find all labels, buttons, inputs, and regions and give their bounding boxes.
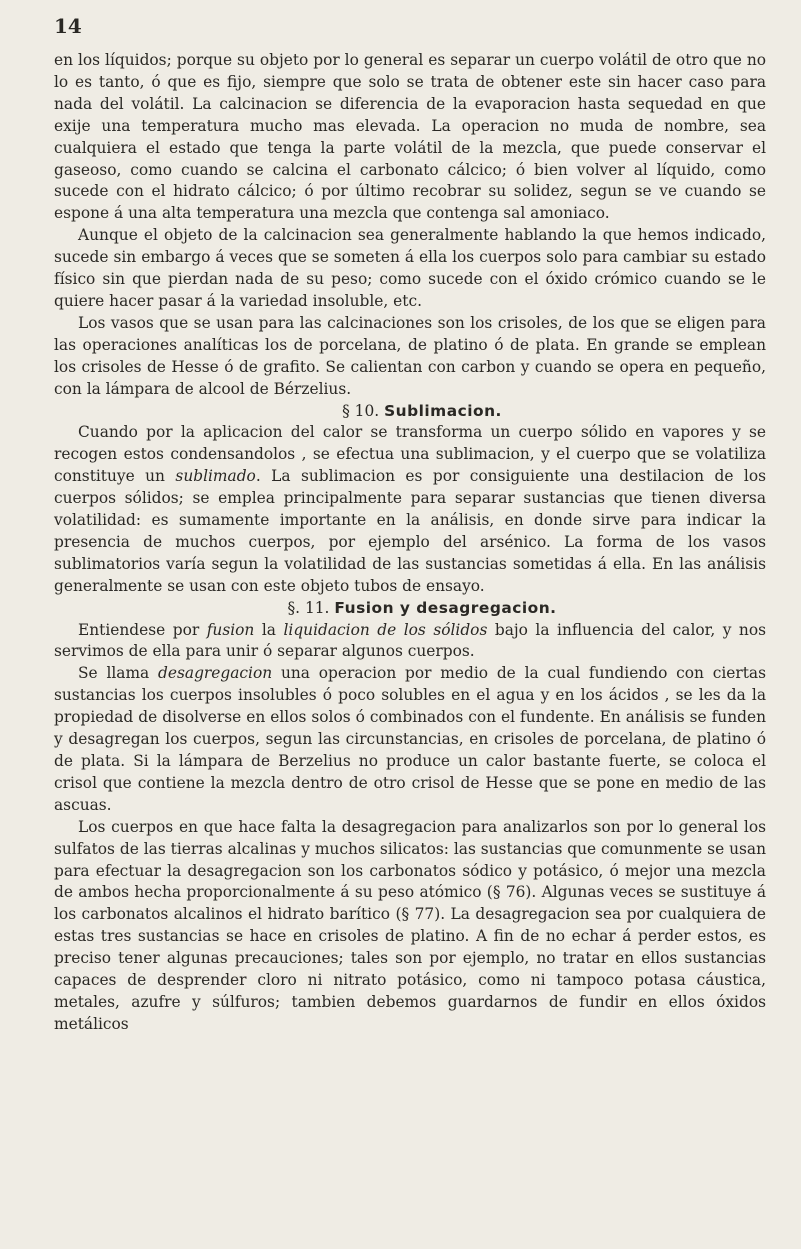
section-number: §. 11.	[287, 598, 330, 617]
paragraph-desagregacion-cuerpos: Los cuerpos en que hace falta la desagregacion para analizarlos son por lo general los sulfatos de las tierras alcalinas y muchos silicatos: las sustancias que comunmente se usan para efectuar la desagregacion son los carbonatos sódico y potásico, ó mejor una mezcla de ambos hecha proporcionalmente á su peso atómico (§ 76). Algunas veces se sustituye á los carbonatos alcalinos el hidrato barítico (§ 77). La desagregacion sea por cualquiera de estas tres sustancias se hace en crisoles de platino. A fin de no echar á perder estos, es preciso tener algunas precauciones; tales son por ejemplo, no tratar en ellos sustancias capaces de desprender cloro ni nitrato potásico, como ni tampoco potasa cáustica, metales, azufre y súlfuros; tambien debemos guardarnos de fundir en ellos óxidos metálicos	[54, 817, 766, 1033]
text-span: una operacion por medio de la cual fundiendo con ciertas sustancias los cuerpos insolubles ó poco solubles en el agua y en los ácidos , se les da la propiedad de disolverse en ellos solos ó combinados con el fundente. En análisis se funden y desagregan los cuerpos, segun las circunstancias, en crisoles de porcelana, de platino ó de plata. Si la lámpara de Berzelius no produce un calor bastante fuerte, se coloca el crisol que contiene la mezcla dentro de otro crisol de Hesse que se pone en medio de las ascuas.	[54, 664, 766, 814]
text-span: . La sublimacion es por consiguiente una destilacion de los cuerpos sólidos; se emplea principalmente para separar sustancias que tienen diversa volatilidad: es sumamente importante en la análisis, en donde sirve para indicar la presencia de muchos cuerpos, por ejemplo del arsénico. La forma de los vasos sublimatorios varía segun la volatilidad de las sustancias sometidas á ella. En las análisis generalmente se usan con este objeto tubos de ensayo.	[54, 467, 767, 595]
section-title: Sublimacion.	[384, 401, 502, 420]
italic-term: desagregacion	[158, 664, 273, 683]
page-number: 14	[54, 14, 82, 38]
paragraph-calcinacion-vasos: Los vasos que se usan para las calcinaciones son los crisoles, de los que se eligen para las operaciones analíticas los de porcelana, de platino ó de plata. En grande se emplean los crisoles de Hesse ó de grafito. Se calientan con carbon y cuando se opera en pequeño, con la lámpara de alcool de Bérzelius.	[54, 313, 766, 398]
paragraph-desagregacion-definition	[54, 663, 766, 816]
body-text	[54, 50, 766, 1036]
italic-term: fusion	[206, 620, 255, 639]
section-heading-sublimacion	[54, 401, 766, 423]
section-heading-fusion	[54, 598, 766, 620]
paragraph-fusion-definition	[54, 620, 766, 664]
paragraph-sublimacion	[54, 422, 766, 597]
section-title: Fusion y desagregacion.	[334, 598, 557, 617]
section-number: § 10.	[342, 401, 380, 420]
text-span: Se llama	[78, 664, 159, 683]
text-span: Entiendese por	[78, 620, 207, 639]
text-span: bajo la influencia del calor, y nos servimos de ella para unir ó separar algunos cuerpos.	[54, 620, 766, 661]
text-span: la	[254, 620, 284, 639]
text-span: Cuando por la aplicacion del calor se transforma un cuerpo sólido en vapores y se recogen estos condensandolos , se efectua una sublimacion, y el cuerpo que se volatiliza constituye un	[54, 423, 766, 486]
paragraph-calcinacion-continued: en los líquidos; porque su objeto por lo general es separar un cuerpo volátil de otro que no lo es tanto, ó que es fijo, siempre que solo se trata de obtener este sin hacer caso para nada del volátil. La calcinacion se diferencia de la evaporacion hasta sequedad en que exije una temperatura mucho mas elevada. La operacion no muda de nombre, sea cualquiera el estado que tenga la parte volátil de la mezcla, que puede conservar el gaseoso, como cuando se calcina el carbonato cálcico; ó bien volver al líquido, como sucede con el hidrato cálcico; ó por último recobrar su solidez, segun se ve cuando se espone á una alta temperatura una mezcla que contenga sal amoniaco.	[54, 51, 766, 223]
italic-term: liquidacion de los sólidos	[283, 620, 488, 639]
italic-term: sublimado	[175, 467, 256, 486]
paragraph-calcinacion-objeto: Aunque el objeto de la calcinacion sea generalmente hablando la que hemos indicado, sucede sin embargo á veces que se someten á ella los cuerpos solo para cambiar su estado físico sin que pierdan nada de su peso; como sucede con el óxido crómico cuando se le quiere hacer pasar á la variedad insoluble, etc.	[54, 226, 766, 310]
